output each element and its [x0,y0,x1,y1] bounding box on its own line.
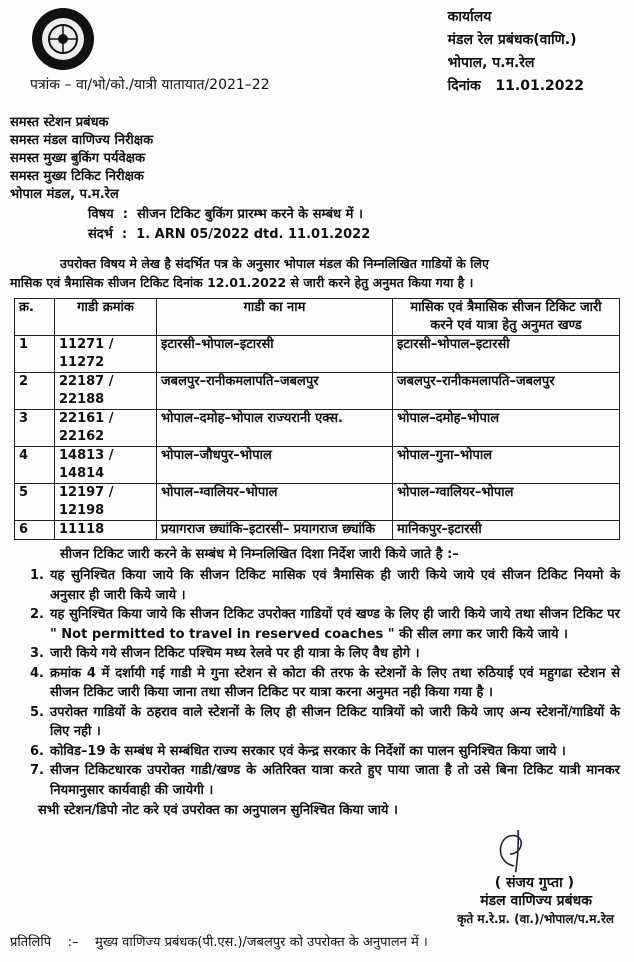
intro-line: मासिक एवं त्रैमासिक सीजन टिकिट दिनांक 12.01.2022 से जारी करने हेतु अनुमत किया गया है । [10,275,474,290]
signature-block [10,826,624,928]
cell-serial: 3 [15,410,55,447]
item-number: 2. [30,607,44,622]
table-row [15,336,620,373]
item-number: 7. [30,763,44,778]
copy-text: मुख्य वाणिज्य प्रबंधक(पी.एस.)/जबलपुर को उपरोक्त के अनुपालन में । [95,935,428,950]
signatory-for: कृते म.रे.प्र. (वा.)/भोपाल/प.म.रेल [457,912,614,926]
instruction-item [30,664,620,703]
recipient: समस्त मंडल वाणिज्य निरीक्षक [10,133,154,148]
instruction-item [30,566,620,605]
item-number: 6. [30,743,44,759]
instruction-item [30,703,620,742]
table-header-row [15,299,620,336]
instructions-heading: सीजन टिकिट जारी करने के सम्बंध मे निम्नलिखित दिशा निर्देश जारी किये जाते है :– [60,547,459,562]
subject-line [88,206,624,224]
item-number: 4. [30,665,44,681]
cell-train-name: भोपाल–जौधपुर–भोपाल [157,447,393,484]
intro-line: उपरोक्त विषय मे लेख है संदर्भित पत्र के अनुसार भोपाल मंडल की निम्नलिखित गाडियों के लिए [60,256,489,271]
item-text: जारी किये गये सीजन टिकिट पश्चिम मध्य रेलवे पर ही यात्रा के लिए वैध होगे । [50,646,420,661]
item-text: कोविड–19 के सम्बंध मे सम्बंधित राज्य सरकार एवं केन्द्र सरकार के निर्देशों का पालन सुनिश्चित किया जाये । [50,743,566,759]
item-text: यह सुनिश्चित किया जाये कि सीजन टिकिट उपरोक्त गाडियों एवं खण्ड के लिए ही जारी किये जाये तथा सीजन टिकिट पर " Not permitted to travel in reserved coaches " की सील लगा कर जारी किये जाये । [50,607,620,642]
recipients-block [10,114,624,204]
handwritten-signature-icon [484,826,544,874]
letter-header [10,6,624,98]
item-number: 1. [30,568,44,583]
cell-train-name: जबलपुर–रानीकमलापति–जबलपुर [157,373,393,410]
cell-train-number: 11118 [55,521,157,540]
cell-serial: 1 [15,336,55,373]
cell-train-number: 14813 / 14814 [55,447,157,484]
item-number: 3. [30,646,44,661]
office-block [448,6,624,98]
cell-serial: 4 [15,447,55,484]
date-label: दिनांक [447,78,481,94]
office-line: कार्यालय [447,9,492,25]
cell-train-number: 22187 / 22188 [55,373,157,410]
recipient: भोपाल मंडल, प.म.रेल [10,187,119,202]
closing-line: सभी स्टेशन/डिपो नोट करे एवं उपरोक्त का अनुपालन सुनिश्चित किया जाये । [38,803,398,818]
cell-train-name: प्रयागराज छ्यांकि–इटारसी– प्रयागराज छ्यांकि [157,521,393,540]
col-header-train-name: गाडी का नाम [157,299,393,336]
recipient: समस्त मुख्य बुकिंग पर्यवेक्षक [10,151,146,166]
item-text: उपरोक्त गाडियों के ठहराव वाले स्टेशनों के लिए ही सीजन टिकिट यात्रियों को जारी किये जाए अन्य स्टेशनों/गाडियों के लिए नही । [50,704,620,739]
indian-railways-logo-icon [30,6,96,72]
reference-line [88,226,624,244]
intro-paragraph [10,254,624,292]
signatory-name: ( संजय गुप्ता ) [494,875,574,891]
separator: :– [67,935,79,950]
instruction-item [30,742,620,762]
col-header-permitted-section: मासिक एवं त्रैमासिक सीजन टिकिट जारी करने एवं यात्रा हेतु अनुमत खण्ड [393,299,620,336]
cell-train-name: इटारसी–भोपाल–इटारसी [157,336,393,373]
cell-section: जबलपुर–रानीकमलापति–जबलपुर [393,373,620,410]
cell-section: भोपाल–ग्वालियर–भोपाल [393,484,620,521]
reference-text: 1. ARN 05/2022 dtd. 11.01.2022 [136,227,371,242]
col-header-train-number: गाडी क्रमांक [55,299,157,336]
table-row [15,410,620,447]
cell-section: भोपाल–दमोह–भोपाल [393,410,620,447]
date-value: 11.01.2022 [495,78,584,94]
cell-serial: 6 [15,521,55,540]
office-line: भोपाल, प.म.रेल [447,55,535,71]
copy-line [10,934,624,952]
instruction-item [30,605,620,644]
cell-train-name: भोपाल–दमोह–भोपाल राज्यरानी एक्स. [157,410,393,447]
table-row [15,484,620,521]
recipient: समस्त स्टेशन प्रबंधक [10,115,109,130]
cell-section: मानिकपुर–इटारसी [393,521,620,540]
instruction-item [30,644,620,664]
signatory-designation: मंडल वाणिज्य प्रबंधक [480,893,592,909]
separator: : [122,207,128,222]
cell-section: भोपाल–गुना–भोपाल [393,447,620,484]
recipient: समस्त मुख्य टिकिट निरीक्षक [10,169,144,184]
reference-number: पत्रांक – वा/भो/को./यात्री यातायात/2021–22 [30,77,270,93]
col-header-serial: क्र. [15,299,55,336]
table-row [15,373,620,410]
header-left [10,6,270,94]
table-row [15,447,620,484]
item-text: क्रमांक 4 में दर्शायी गई गाडी मे गुना स्टेशन से कोटा की तरफ के स्टेशनों के लिए तथा रुठियाई एवं महुगढा स्टेशन से सीजन टिकिट जारी किया जाना तथा सीजन टिकिट पर यात्रा करना अनुमत नही किया गया है । [50,665,620,700]
subject-label: विषय [88,207,114,222]
item-text: सीजन टिकिटधारक उपरोक्त गाडी/खण्ड के अतिरिक्त यात्रा करते हुए पाया जाता है तो उसे बिना टिकिट यात्री मानकर नियमानुसार कार्यवाही की जायेगी । [50,763,620,798]
item-number: 5. [30,704,44,720]
cell-train-number: 11271 / 11272 [55,336,157,373]
cell-serial: 5 [15,484,55,521]
subject-text: सीजन टिकिट बुकिंग प्रारम्भ करने के सम्बंध में । [136,207,363,222]
cell-train-name: भोपाल–ग्वालियर–भोपाल [157,484,393,521]
office-line: मंडल रेल प्रबंधक(वाणि.) [447,32,577,48]
date-line [448,75,584,98]
reference-label: संदर्भ [88,227,113,242]
cell-section: इटारसी–भोपाल–इटारसी [393,336,620,373]
separator: : [121,227,128,242]
cell-train-number: 12197 / 12198 [55,484,157,521]
copy-label: प्रतिलिपि [10,935,52,950]
trains-table [14,298,620,540]
item-text: यह सुनिश्चित किया जाये कि सीजन टिकिट मासिक एवं त्रैमासिक ही जारी किये जाये एवं सीजन टिकिट नियमो के अनुसार ही जारी किये जाये । [50,568,620,603]
cell-train-number: 22161 / 22162 [55,410,157,447]
cell-serial: 2 [15,373,55,410]
instruction-item [30,761,620,800]
table-row [15,521,620,540]
